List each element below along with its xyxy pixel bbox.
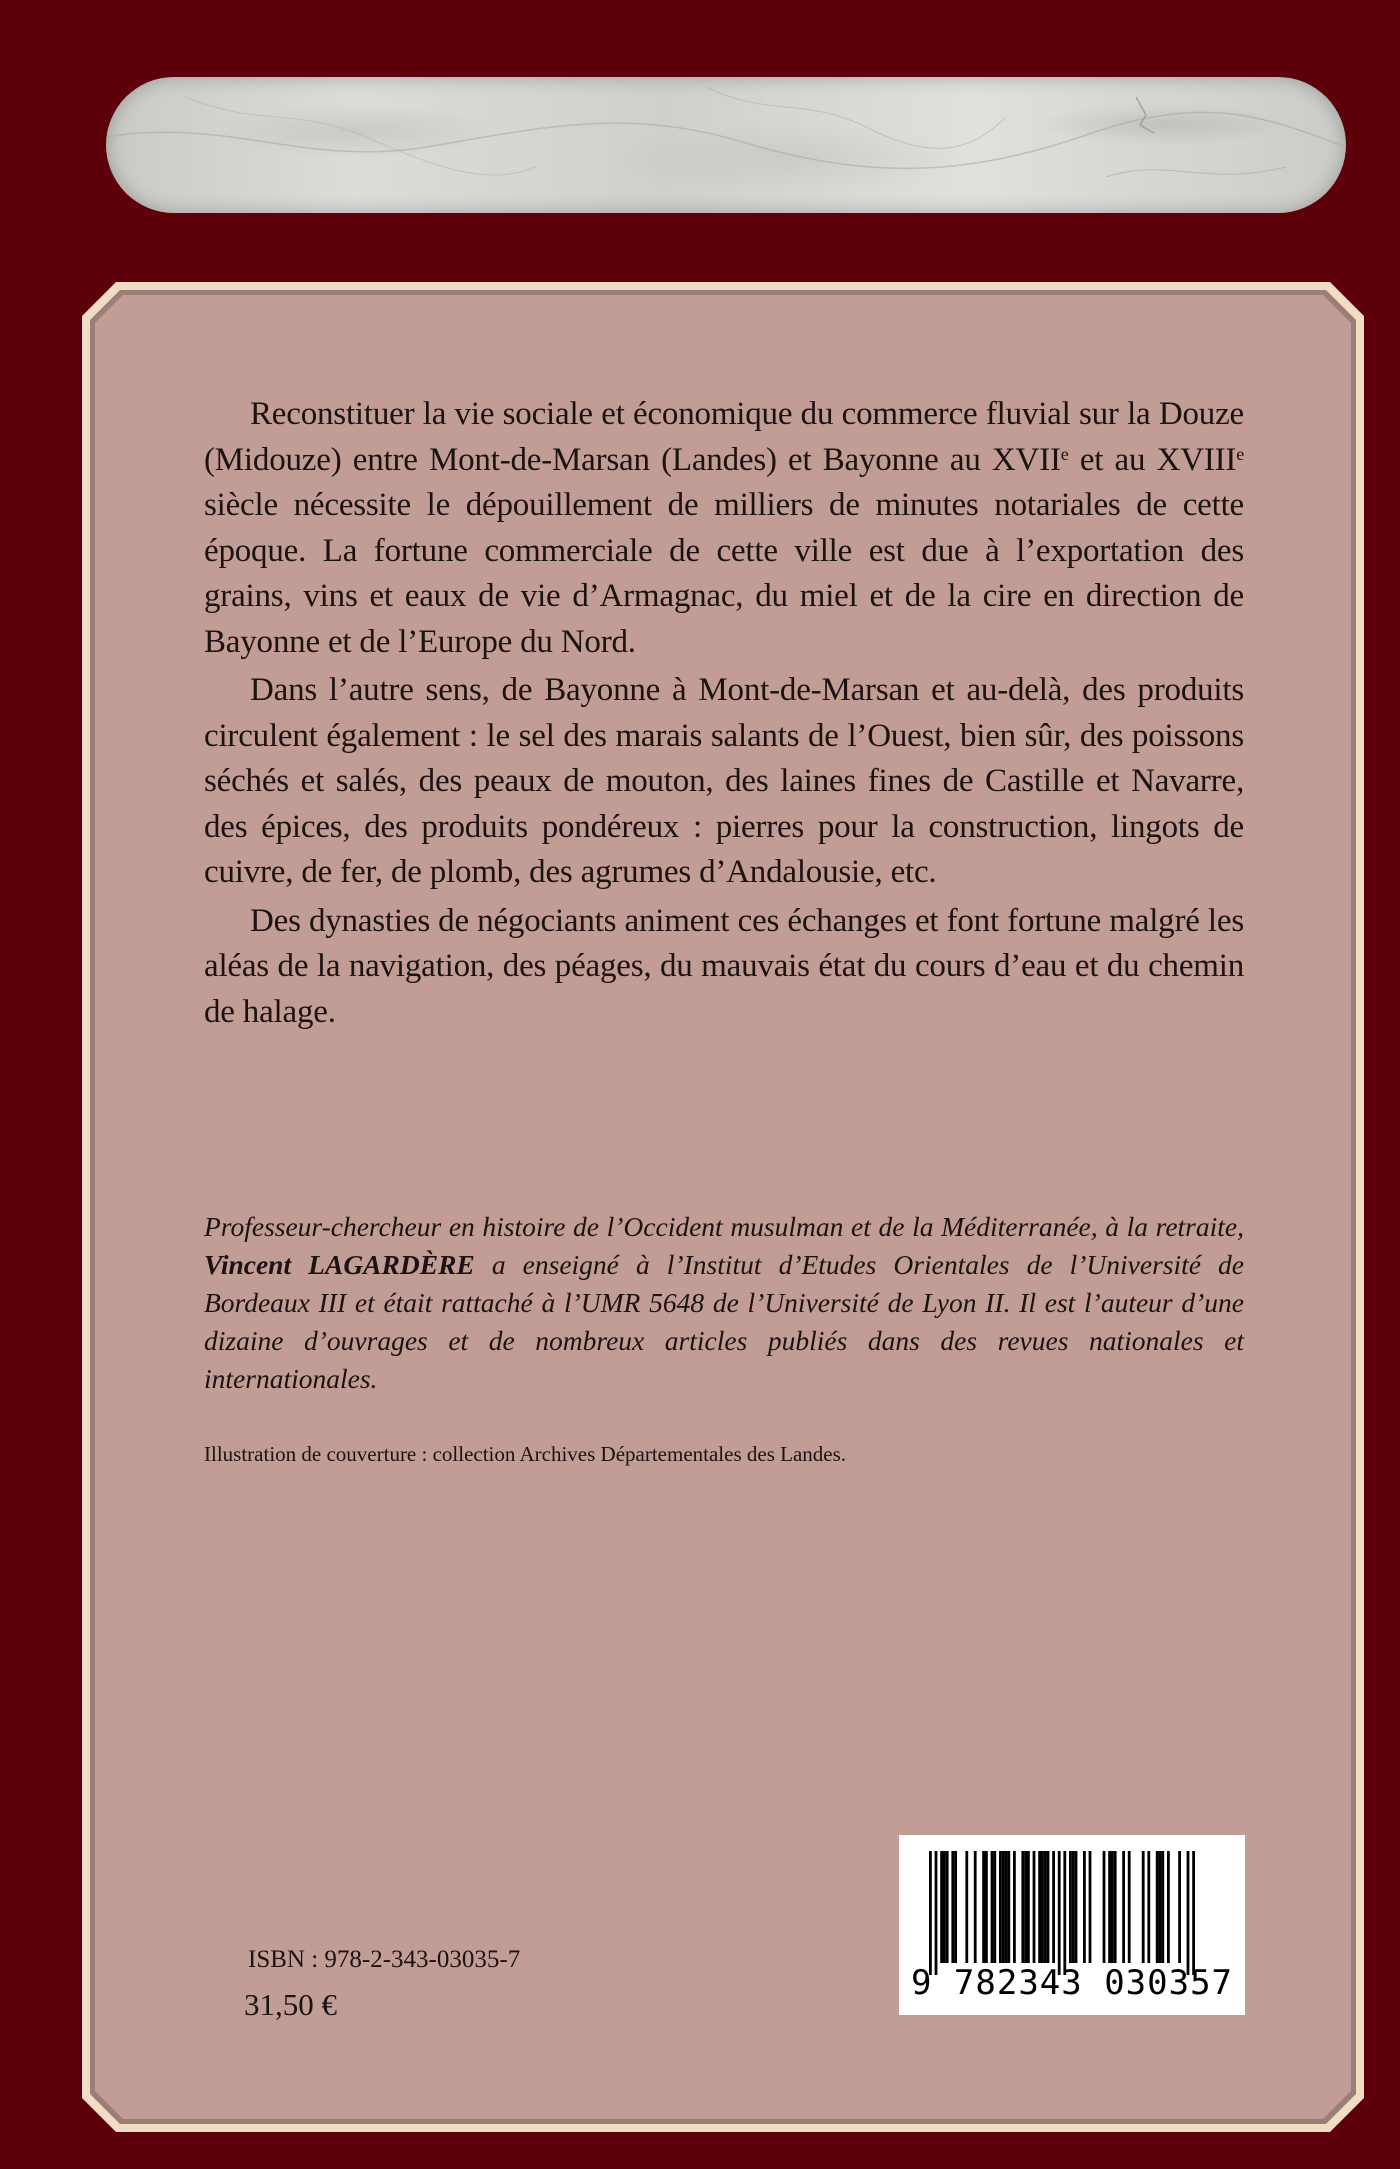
barcode-bar — [1063, 1851, 1066, 1975]
paragraph-3: Des dynasties de négociants animent ces échanges et font fortune malgré les aléas de la navigation, des péages, du mauvais état du cours d’eau et du chemin de halage. — [204, 902, 1244, 1030]
barcode-bar — [1083, 1851, 1086, 1963]
barcode-bar — [1142, 1851, 1145, 1963]
barcode-bar — [1013, 1851, 1016, 1963]
barcode-bar — [1027, 1851, 1030, 1963]
barcode-bar — [929, 1851, 932, 1975]
cover-credit: Illustration de couverture : collection Archives Départementales des Landes. — [204, 1442, 847, 1466]
blurb — [204, 392, 1244, 1038]
barcode-bar — [946, 1851, 949, 1963]
barcode-bar — [951, 1851, 954, 1963]
barcode-bar — [985, 1851, 988, 1963]
barcode-bar — [1038, 1851, 1041, 1963]
barcode-bar — [1192, 1851, 1195, 1975]
barcode-bar — [965, 1851, 968, 1963]
barcode-bar — [1103, 1851, 1106, 1963]
paragraph-2: Dans l’autre sens, de Bayonne à Mont-de-Marsan et au-delà, des produits circulent également : le sel des marais salants de l’Ouest, bien sûr, des poissons séchés et salés, des peaux de mouton, des laines fines de Castille et Navarre, des épices, des produits pondéreux : pierres pour la construction, lingots de cuivre, de fer, de plomb, des agrumes d’Andalousie, etc. — [204, 672, 1244, 890]
stone-banner-image — [106, 77, 1346, 213]
barcode-bar — [1024, 1851, 1027, 1963]
barcode-bar — [1007, 1851, 1010, 1963]
barcode-bar — [1021, 1851, 1024, 1963]
barcode-digits: 9 782343 030357 — [910, 1963, 1234, 2003]
barcode-bar — [1159, 1851, 1162, 1963]
barcode-bar — [982, 1851, 985, 1963]
barcode-bar — [1089, 1851, 1092, 1963]
barcode-bar — [943, 1851, 946, 1963]
isbn: ISBN : 978-2-343-03035-7 — [248, 1946, 521, 1973]
barcode-bar — [1161, 1851, 1164, 1963]
barcode — [899, 1835, 1245, 2015]
barcode-bar — [1075, 1851, 1078, 1963]
barcode-bar — [991, 1851, 994, 1963]
barcode-bar — [954, 1851, 957, 1963]
author-bio: Professeur-chercheur en histoire de l’Occident musulman et de la Méditerranée, à la retraite, Vincent LAGARDÈRE a enseigné à l’Institut d’Etudes Orientales de l’Université de Bordeaux III et était rattaché à l’UMR 5648 de l’Université de Lyon II. Il est l’auteur d’une dizaine d’ouvrages et de nombreux articles publiés dans des revues nationales et internationales. — [204, 1211, 1244, 1394]
barcode-bar — [974, 1851, 977, 1963]
barcode-bar — [1005, 1851, 1008, 1963]
barcode-bar — [1122, 1851, 1125, 1963]
barcode-bar — [1167, 1851, 1170, 1963]
barcode-bar — [940, 1851, 943, 1963]
barcode-bar — [1111, 1851, 1114, 1963]
barcode-bar — [1033, 1851, 1036, 1963]
barcode-bar — [1047, 1851, 1050, 1963]
barcode-bar — [1058, 1851, 1061, 1975]
barcode-bar — [1044, 1851, 1047, 1963]
price: 31,50 € — [244, 1987, 337, 2022]
barcode-bar — [1156, 1851, 1159, 1963]
barcode-bar — [999, 1851, 1002, 1963]
barcode-bar — [1128, 1851, 1131, 1963]
barcode-bar — [1187, 1851, 1190, 1975]
barcode-bar — [1041, 1851, 1044, 1963]
barcode-bar — [1052, 1851, 1055, 1963]
barcode-bar — [935, 1851, 938, 1975]
barcode-bar — [1069, 1851, 1072, 1963]
barcode-bar — [1072, 1851, 1075, 1963]
barcode-bar — [1108, 1851, 1111, 1963]
author-name: Vincent LAGARDÈRE — [204, 1249, 475, 1280]
barcode-bar — [1002, 1851, 1005, 1963]
paragraph-1: Reconstituer la vie sociale et économique du commerce fluvial sur la Douze (Midouze) entre Mont-de-Marsan (Landes) et Bayonne au XVIIe et au XVIIIe siècle nécessite le dépouillement de milliers de minutes notariales de cette époque. La fortune commerciale de cette ville est due à l’exportation des grains, vins et eaux de vie d’Armagnac, du miel et de la cire en direction de Bayonne et de l’Europe du Nord. — [204, 396, 1245, 660]
barcode-bar — [1114, 1851, 1117, 1963]
barcode-bar — [1147, 1851, 1150, 1963]
barcode-bar — [993, 1851, 996, 1963]
barcode-bar — [1178, 1851, 1181, 1963]
